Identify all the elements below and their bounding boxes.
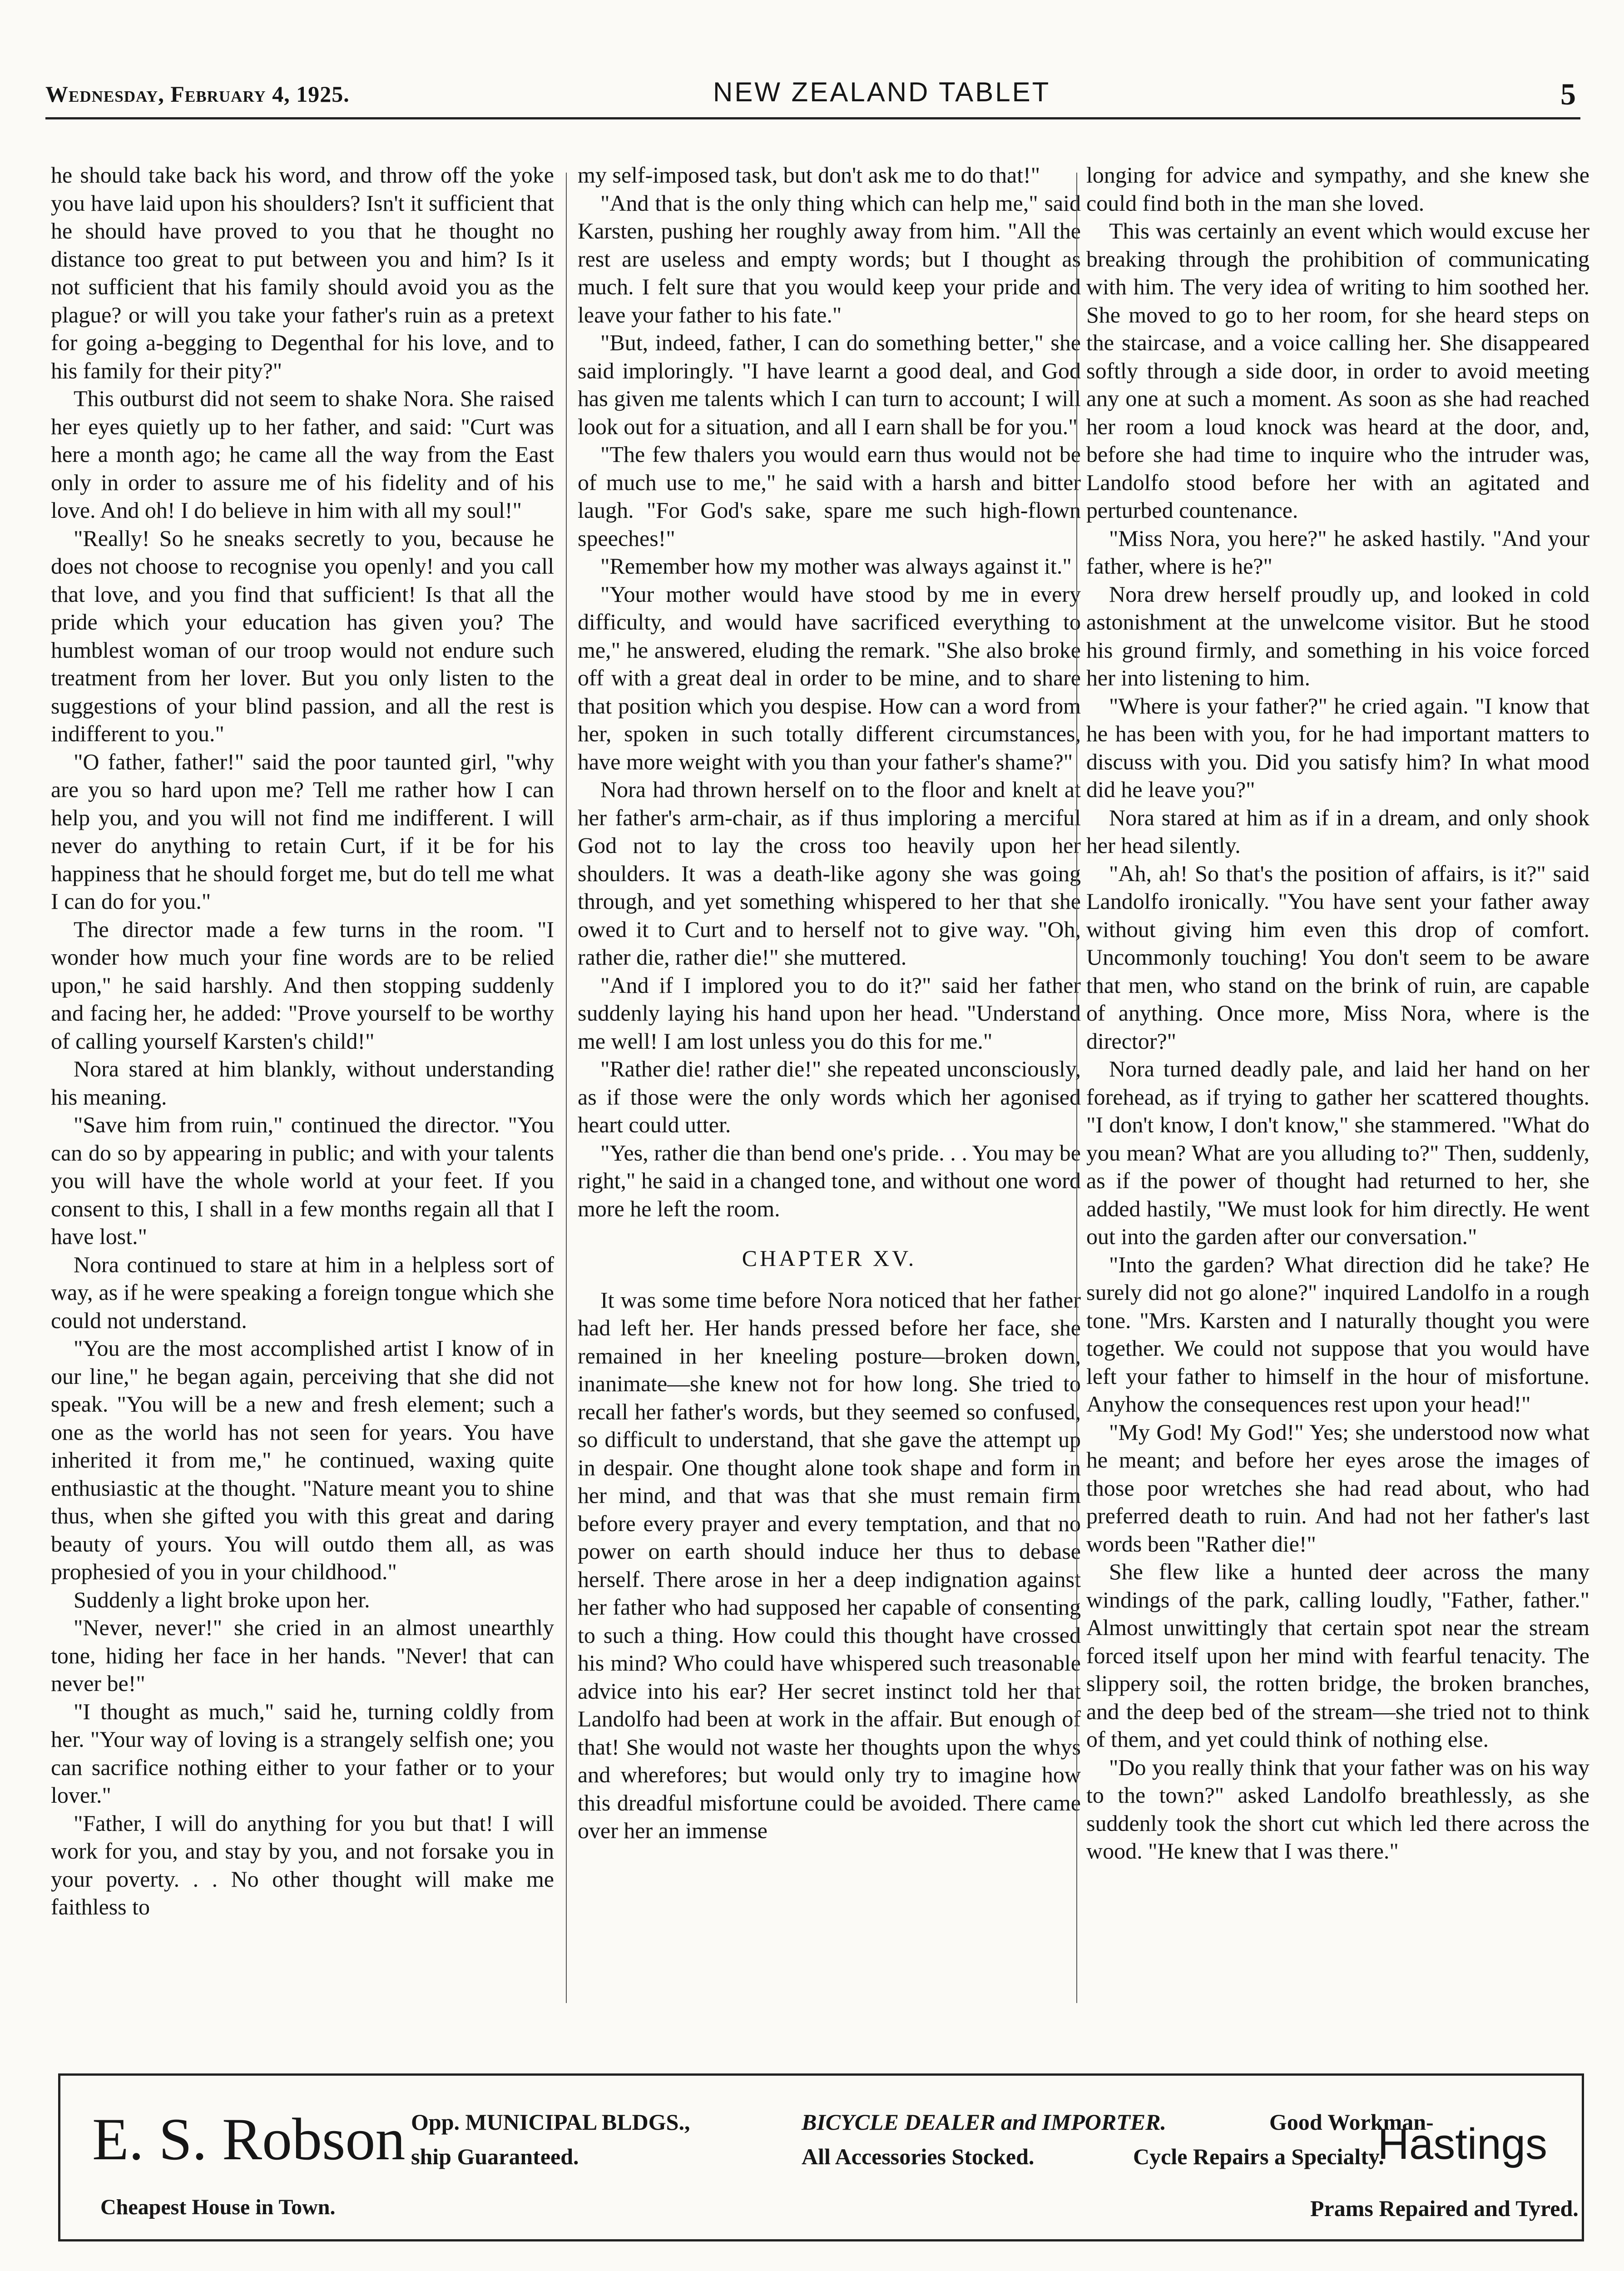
paragraph: The director made a few turns in the room. "I wonder how much your fine words are to be relied upon," he said harshly. And then stopping suddenly and facing her, he added: "Prove yourself to be worthy of calling yourself Karsten's child!"	[51, 916, 554, 1054]
paragraph: "Ah, ah! So that's the position of affairs, is it?" said Landolfo ironically. "You have sent your father away without giving him even this drop of comfort. Uncommonly touching! You don't seem to be aware that men, who stand on the brink of ruin, are capable of anything. Once more, Miss Nora, where is the director?"	[1086, 860, 1589, 1054]
paragraph: "My God! My God!" Yes; she understood now what he meant; and before her eyes arose the images of those poor wretches she had read about, who had preferred death to ruin. And had not her father's last words been "Rather die!"	[1086, 1419, 1589, 1557]
paragraph: Suddenly a light broke upon her.	[74, 1587, 370, 1612]
ad-town: Hastings	[1377, 2120, 1547, 2168]
ad-address: Opp. MUNICIPAL BLDGS.,	[411, 2109, 690, 2135]
paragraph: "Save him from ruin," continued the director. "You can do so by appearing in public; and with your talents you will have the whole world at your feet. If you consent to this, I shall in a few months regain all that I have lost."	[51, 1112, 554, 1249]
paragraph: he should take back his word, and throw off the yoke you have laid upon his shoulders? Isn't it sufficient that he should have proved to you that he thought no distance too great to put between you and him? Is it not sufficient that his family should avoid you as the plague? or will you take your father's ruin as a pretext for going a-begging to Degenthal for his love, and to his family for their pity?"	[51, 162, 554, 383]
paragraph: "Your mother would have stood by me in every difficulty, and would have sacrificed everything to me," he answered, eluding the remark. "She also broke off with a great deal in order to be mine, and to share that position which you despise. How can a word from her, spoken in such totally different circumstances, have more weight with you than your father's shame?"	[578, 581, 1081, 774]
chapter-heading: CHAPTER XV.	[742, 1245, 917, 1271]
paragraph: "Father, I will do anything for you but that! I will work for you, and stay by you, and not forsake you in your poverty. . . No other thought will make me faithless to	[51, 1810, 554, 1919]
paragraph: longing for advice and sympathy, and she knew she could find both in the man she loved.	[1086, 162, 1589, 216]
paragraph: This was certainly an event which would excuse her breaking through the prohibition of communicating with him. The very idea of writing to him soothed her. She moved to go to her room, for she heard steps on the staircase, and a voice calling her. She disappeared softly through a side door, in order to avoid meeting any one at such a moment. As soon as she had reached her room a loud knock was heard at the door, and, before she had time to inquire who the intruder was, Landolfo stood before her with an agitated and perturbed countenance.	[1086, 218, 1589, 523]
paragraph: Nora stared at him as if in a dream, and only shook her head silently.	[1086, 804, 1589, 858]
ad-repairs: Cycle Repairs a Specialty.	[1133, 2144, 1384, 2169]
paragraph: This outburst did not seem to shake Nora. She raised her eyes quietly up to her father, and said: "Curt was here a month ago; he came all the way from the East only in order to assure me of his fidelity and of his love. And oh! I do believe in him with all my soul!"	[51, 386, 554, 523]
column-divider	[1076, 173, 1077, 2003]
article-column-2	[578, 161, 1081, 2019]
paragraph: "You are the most accomplished artist I know of in our line," he began again, perceiving that she did not speak. "You will be a new and fresh element; such a one as the world has not seen for years. You have inherited it from me," he continued, waxing quite enthusiastic at the thought. "Nature meant you to shine thus, when she gifted you with this great and daring beauty of yours. You will outdo them all, as was prophesied of you in your childhood."	[51, 1335, 554, 1584]
paragraph: "But, indeed, father, I can do something better," she said imploringly. "I have learnt a good deal, and God has given me talents which I can turn to account; I will look out for a situation, and all I earn shall be for you."	[578, 330, 1081, 439]
publication-title: NEW ZEALAND TABLET	[713, 77, 1051, 107]
paragraph: Nora drew herself proudly up, and looked in cold astonishment at the unwelcome visitor. But he stood his ground firmly, and something in his voice forced her into listening to him.	[1086, 581, 1589, 690]
paragraph: It was some time before Nora noticed that her father had left her. Her hands pressed before her face, she remained in her kneeling posture—broken down, inanimate—she knew not for how long. She tried to recall her father's words, but they seemed so confused, so difficult to understand, that she gave the attempt up in despair. One thought alone took shape and form in her mind, and that was that she must remain firm before every prayer and every temptation, and that no power on earth should induce her thus to debase herself. There arose in her a deep indignation against her father who had supposed her capable of consenting to such a thing. How could this thought have crossed his mind? Who could have whispered such treasonable advice into his ear? Her secret instinct told her that Landolfo had been at work in the affair. But enough of that! She would not waste her thoughts upon the whys and wherefores; but would only try to imagine how this dreadful misfortune could be avoided. There came over her an immense	[578, 1287, 1081, 1843]
ad-accessories: All Accessories Stocked.	[802, 2144, 1035, 2169]
paragraph: "And if I implored you to do it?" said her father suddenly laying his hand upon her head. "Understand me well! I am lost unless you do this for me."	[578, 972, 1081, 1054]
masthead	[45, 68, 1580, 123]
paragraph: "I thought as much," said he, turning coldly from her. "Your way of loving is a strangely selfish one; you can sacrifice nothing either to your father or to your lover."	[51, 1698, 554, 1808]
advertiser-tagline: Cheapest House in Town.	[100, 2195, 336, 2219]
paragraph: "Miss Nora, you here?" he asked hastily. "And your father, where is he?"	[1086, 525, 1589, 579]
paragraph: Nora had thrown herself on to the floor and knelt at her father's arm-chair, as if thus imploring a merciful God not to lay the cross too heavily upon her shoulders. It was a death-like agony she was going through, and yet something whispered to her that she owed it to Curt and to herself not to give way. "Oh, rather die, rather die!" she muttered.	[578, 777, 1081, 970]
paragraph: "Into the garden? What direction did he take? He surely did not go alone?" inquired Landolfo in a rough tone. "Mrs. Karsten and I naturally thought you were together. We could not suppose that you would have left your father to himself in the hour of misfortune. Anyhow the consequences rest upon your head!"	[1086, 1251, 1589, 1417]
column-divider	[566, 173, 567, 2003]
paragraph: "Never, never!" she cried in an almost unearthly tone, hiding her face in her hands. "Never! that can never be!"	[51, 1615, 554, 1696]
advertisement	[58, 2073, 1584, 2241]
paragraph: my self-imposed task, but don't ask me to do that!"	[578, 162, 1040, 188]
article-column-3	[1086, 161, 1589, 2019]
masthead-rule	[45, 117, 1580, 119]
page-number: 5	[1560, 77, 1576, 111]
paragraph: "Where is your father?" he cried again. "I know that he has been with you, for he had important matters to discuss with you. Did you satisfy him? In what mood did he leave you?"	[1086, 693, 1589, 802]
paragraph: Nora stared at him blankly, without understanding his meaning.	[51, 1056, 554, 1110]
paragraph: She flew like a hunted deer across the many windings of the park, calling loudly, "Father, father." Almost unwittingly that certain spot near the stream forced itself upon her mind with fearful tenacity. The slippery soil, the rotten bridge, the broken branches, and the deep bed of the stream—she tried not to think of them, and yet could think of nothing else.	[1086, 1559, 1589, 1752]
ad-prams: Prams Repaired and Tyred.	[1310, 2196, 1579, 2221]
paragraph: "Really! So he sneaks secretly to you, because he does not choose to recognise you openly! and you call that love, and you find that sufficient! Is that all the pride which your education has given you? The humblest woman of our troop would not endure such treatment from her lover. But you only listen to the suggestions of your blind passion, and all the rest is indifferent to you."	[51, 525, 554, 746]
paragraph: Nora turned deadly pale, and laid her hand on her forehead, as if trying to gather her scattered thoughts. "I don't know, I don't know," she stammered. "What do you mean? What are you alluding to?" Then, suddenly, as if the power of thought had returned to her, she added hastily, "We must look for him directly. He went out into the garden after our conversation."	[1086, 1056, 1589, 1249]
paragraph: "Do you really think that your father was on his way to the town?" asked Landolfo breathlessly, as she suddenly took the short cut which led there across the wood. "He knew that I was there."	[1086, 1754, 1589, 1864]
paragraph: "And that is the only thing which can help me," said Karsten, pushing her roughly away from him. "All the rest are useless and empty words; but I thought as much. I felt sure that you would keep your pride and leave your father to his fate."	[578, 190, 1081, 327]
issue-date: Wednesday, February 4, 1925.	[45, 81, 350, 107]
ad-workmanship: Good Workman-	[1269, 2109, 1434, 2135]
paragraph: "O father, father!" said the poor taunted girl, "why are you so hard upon me? Tell me rather how I can help you, and you will not find me indifferent. I will never do anything to retain Curt, if it be for his happiness that he should forget me, but do tell me what I can do for you."	[51, 749, 554, 914]
paragraph: "Rather die! rather die!" she repeated unconsciously, as if those were the only words which her agonised heart could utter.	[578, 1056, 1081, 1137]
paragraph: "Yes, rather die than bend one's pride. . . You may be right," he said in a changed tone, and without one word more he left the room.	[578, 1140, 1081, 1221]
ad-guarantee: ship Guaranteed.	[411, 2144, 579, 2169]
article-column-1	[51, 161, 554, 2019]
paragraph: "The few thalers you would earn thus would not be of much use to me," he said with a harsh and bitter laugh. "For God's sake, spare me such high-flown speeches!"	[578, 441, 1081, 551]
paragraph: Nora continued to stare at him in a helpless sort of way, as if he were speaking a foreign tongue which she could not understand.	[51, 1251, 554, 1333]
advertiser-name: E. S. Robson	[92, 2106, 406, 2172]
ad-business: BICYCLE DEALER and IMPORTER.	[802, 2109, 1166, 2135]
paragraph: "Remember how my mother was always against it."	[600, 553, 1072, 579]
